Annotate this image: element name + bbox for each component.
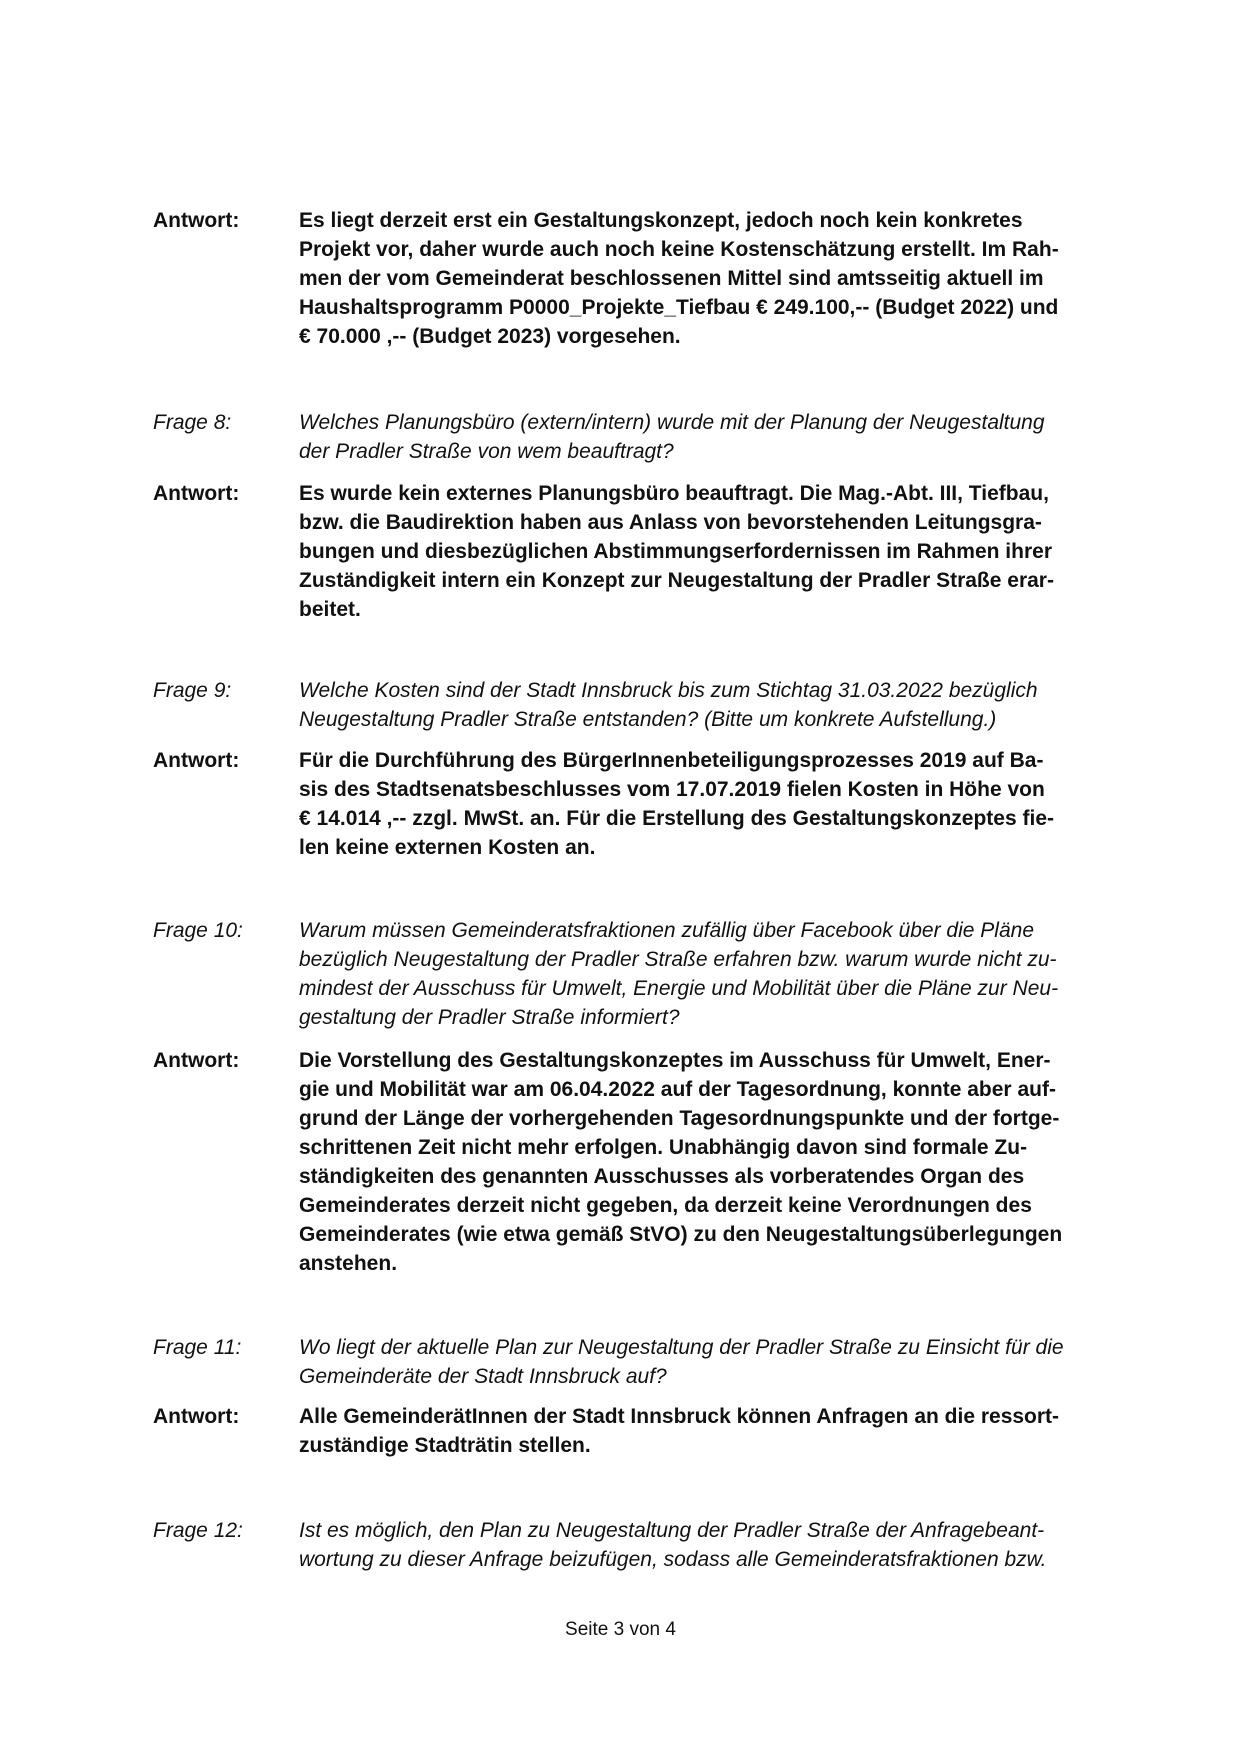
text-line: bungen und diesbezüglichen Abstimmungserfordernissen im Rahmen ihrer [299, 540, 1052, 563]
text-line: Zuständigkeit intern ein Konzept zur Neugestaltung der Pradler Straße erar- [299, 569, 1054, 592]
text-line: gie und Mobilität war am 06.04.2022 auf der Tagesordnung, konnte aber auf- [299, 1078, 1056, 1101]
text-line: Ist es möglich, den Plan zu Neugestaltung der Pradler Straße der Anfragebeant- [299, 1519, 1045, 1542]
text-line: Neugestaltung Pradler Straße entstanden? (Bitte um konkrete Aufstellung.) [299, 708, 997, 731]
question-text [299, 1516, 1241, 1574]
text-line: der Pradler Straße von wem beauftragt? [299, 440, 674, 463]
text-line: Projekt vor, daher wurde auch noch keine Kostenschätzung erstellt. Im Rah- [299, 238, 1059, 261]
answer-text [299, 1402, 1241, 1460]
text-line: mindest der Ausschuss für Umwelt, Energie und Mobilität über die Pläne zur Neu- [299, 977, 1059, 1000]
answer-text [299, 206, 1241, 351]
text-line: Für die Durchführung des BürgerInnenbeteiligungsprozesses 2019 auf Ba- [299, 749, 1044, 772]
question-label: Frage 11: [153, 1336, 242, 1359]
question-text [299, 408, 1241, 466]
answer-label: Antwort: [153, 209, 240, 232]
answer-label: Antwort: [153, 1405, 240, 1428]
text-line: € 14.014 ,-- zzgl. MwSt. an. Für die Erstellung des Gestaltungskonzeptes fie- [299, 807, 1054, 830]
text-line: sis des Stadtsenatsbeschlusses vom 17.07.2019 fielen Kosten in Höhe von [299, 778, 1045, 801]
text-line: wortung zu dieser Anfrage beizufügen, sodass alle Gemeinderatsfraktionen bzw. [299, 1548, 1047, 1571]
text-line: Gemeinderäte der Stadt Innsbruck auf? [299, 1365, 667, 1388]
text-line: men der vom Gemeinderat beschlossenen Mittel sind amtsseitig aktuell im [299, 267, 1044, 290]
text-line: Warum müssen Gemeinderatsfraktionen zufällig über Facebook über die Pläne [299, 919, 1034, 942]
answer-label: Antwort: [153, 482, 240, 505]
text-line: Alle GemeinderätInnen der Stadt Innsbruck können Anfragen an die ressort- [299, 1405, 1060, 1428]
text-line: € 70.000 ,-- (Budget 2023) vorgesehen. [299, 325, 681, 348]
question-label: Frage 9: [153, 679, 232, 702]
text-line: bzw. die Baudirektion haben aus Anlass von bevorstehenden Leitungsgra- [299, 511, 1042, 534]
text-line: Welches Planungsbüro (extern/intern) wurde mit der Planung der Neugestaltung [299, 411, 1045, 434]
text-line: Wo liegt der aktuelle Plan zur Neugestaltung der Pradler Straße zu Einsicht für die [299, 1336, 1064, 1359]
question-text [299, 1333, 1241, 1391]
text-line: grund der Länge der vorhergehenden Tagesordnungspunkte und der fortge- [299, 1107, 1060, 1130]
text-line: bezüglich Neugestaltung der Pradler Straße erfahren bzw. warum wurde nicht zu- [299, 948, 1057, 971]
answer-text [299, 746, 1241, 862]
answer-label: Antwort: [153, 1049, 240, 1072]
text-line: Haushaltsprogramm P0000_Projekte_Tiefbau € 249.100,-- (Budget 2022) und [299, 296, 1059, 319]
question-text [299, 916, 1241, 1032]
text-line: ständigkeiten des genannten Ausschusses als vorberatendes Organ des [299, 1165, 1025, 1188]
text-line: Es wurde kein externes Planungsbüro beauftragt. Die Mag.-Abt. III, Tiefbau, [299, 482, 1049, 505]
text-line: Gemeinderates (wie etwa gemäß StVO) zu den Neugestaltungsüberlegungen [299, 1223, 1063, 1246]
answer-label: Antwort: [153, 749, 240, 772]
text-line: schrittenen Zeit nicht mehr erfolgen. Unabhängig davon sind formale Zu- [299, 1136, 1028, 1159]
text-line: Welche Kosten sind der Stadt Innsbruck bis zum Stichtag 31.03.2022 bezüglich [299, 679, 1038, 702]
text-line: Die Vorstellung des Gestaltungskonzeptes im Ausschuss für Umwelt, Ener- [299, 1049, 1051, 1072]
text-line: beitet. [299, 598, 361, 621]
page-number: Seite 3 von 4 [565, 1619, 676, 1640]
answer-text [299, 479, 1241, 624]
text-line: len keine externen Kosten an. [299, 836, 596, 859]
question-label: Frage 12: [153, 1519, 243, 1542]
question-label: Frage 10: [153, 919, 243, 942]
text-line: Es liegt derzeit erst ein Gestaltungskonzept, jedoch noch kein konkretes [299, 209, 1023, 232]
question-text [299, 676, 1241, 734]
text-line: gestaltung der Pradler Straße informiert? [299, 1006, 680, 1029]
text-line: anstehen. [299, 1252, 398, 1275]
text-line: zuständige Stadträtin stellen. [299, 1434, 591, 1457]
answer-text [299, 1046, 1241, 1278]
question-label: Frage 8: [153, 411, 232, 434]
text-line: Gemeinderates derzeit nicht gegeben, da derzeit keine Verordnungen des [299, 1194, 1032, 1217]
